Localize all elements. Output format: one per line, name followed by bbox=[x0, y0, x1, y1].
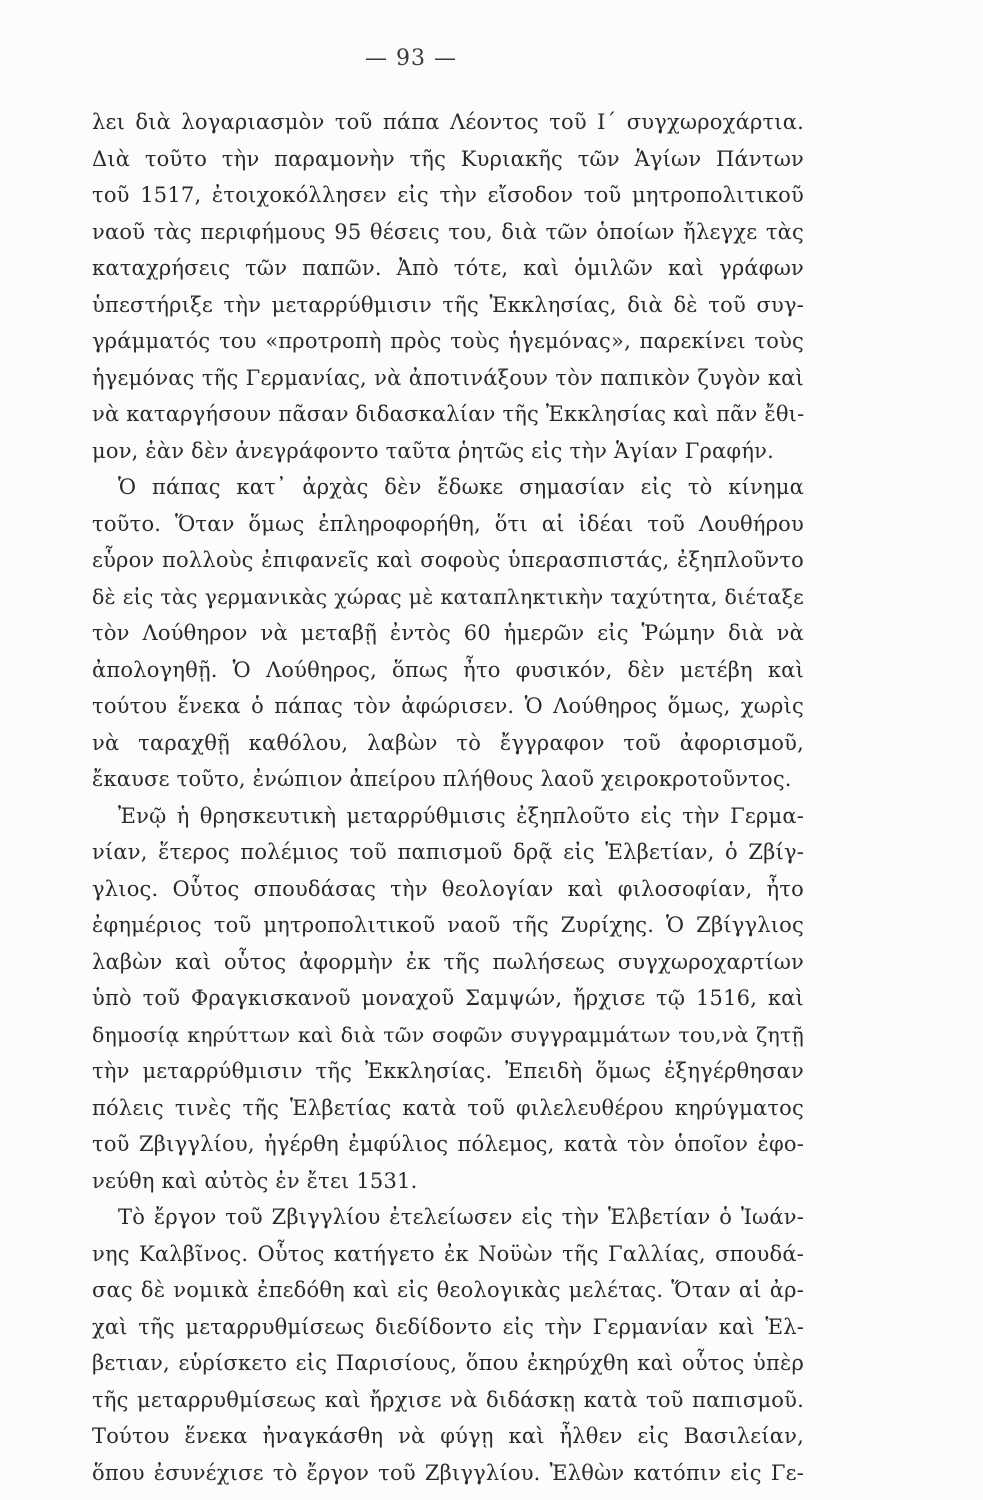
text-line: λει διὰ λογαριασμὸν τοῦ πάπα Λέοντος τοῦ Ι΄ συγχωροχάρτια. bbox=[92, 110, 804, 134]
text-line: καταχρήσεις τῶν παπῶν. Ἀπὸ τότε, καὶ ὁμιλῶν καὶ γράφων bbox=[92, 256, 804, 280]
text-line: νὰ καταργήσουν πᾶσαν διδασκαλίαν τῆς Ἐκκλησίας καὶ πᾶν ἔθι- bbox=[92, 402, 805, 426]
text-line: δημοσίᾳ κηρύττων καὶ διὰ τῶν σοφῶν συγγραμμάτων του,νὰ ζητῇ bbox=[92, 1022, 804, 1047]
text-line: ἀπολογηθῇ. Ὁ Λούθηρος, ὅπως ἦτο φυσικόν, δὲν μετέβη καὶ bbox=[92, 657, 804, 682]
text-line: δὲ εἰς τὰς γερμανικὰς χώρας μὲ καταπληκτικὴν ταχύτητα, διέταξε bbox=[92, 584, 804, 609]
text-line: νης Καλβῖνος. Οὗτος κατήγετο ἐκ Νοϋὼν τῆς Γαλλίας, σπουδά- bbox=[92, 1241, 804, 1266]
text-line: τὸν Λούθηρον νὰ μεταβῇ ἐντὸς 60 ἡμερῶν εἰς Ῥώμην διὰ νὰ bbox=[92, 621, 804, 645]
text-line: ναοῦ τὰς περιφήμους 95 θέσεις του, διὰ τῶν ὁποίων ἤλεγχε τὰς bbox=[92, 219, 804, 244]
text-line: εὗρον πολλοὺς ἐπιφανεῖς καὶ σοφοὺς ὑπερασπιστάς, ἐξηπλοῦντο bbox=[92, 548, 804, 572]
text-line: γλιος. Οὗτος σπουδάσας τὴν θεολογίαν καὶ φιλοσοφίαν, ἦτο bbox=[92, 876, 804, 901]
body-text bbox=[92, 104, 804, 1491]
text-line: σας δὲ νομικὰ ἐπεδόθη καὶ εἰς θεολογικὰς μελέτας. Ὅταν αἱ ἀρ- bbox=[92, 1278, 804, 1302]
text-line: ἡγεμόνας τῆς Γερμανίας, νὰ ἀποτινάξουν τὸν παπικὸν ζυγὸν καὶ bbox=[92, 365, 804, 390]
text-line: χαὶ τῆς μεταρρυθμίσεως διεδίδοντο εἰς τὴν Γερμανίαν καὶ Ἑλ- bbox=[92, 1314, 804, 1339]
page-number: — 93 — bbox=[365, 46, 457, 71]
text-line: τὴν μεταρρύθμισιν τῆς Ἐκκλησίας. Ἐπειδὴ ὅμως ἐξηγέρθησαν bbox=[92, 1059, 804, 1083]
text-line: πόλεις τινὲς τῆς Ἑλβετίας κατὰ τοῦ φιλελευθέρου κηρύγματος bbox=[92, 1095, 804, 1120]
text-line: τούτου ἕνεκα ὁ πάπας τὸν ἀφώρισεν. Ὁ Λούθηρος ὅμως, χωρὶς bbox=[92, 694, 804, 718]
text-line: ὑπεστήριξε τὴν μεταρρύθμισιν τῆς Ἐκκλησίας, διὰ δὲ τοῦ συγ- bbox=[92, 292, 804, 317]
text-line: Τὸ ἔργον τοῦ Ζβιγγλίου ἐτελείωσεν εἰς τὴν Ἑλβετίαν ὁ Ἰωάν- bbox=[118, 1205, 804, 1229]
text-line: ὑπὸ τοῦ Φραγκισκανοῦ μοναχοῦ Σαμψών, ἤρχισε τῷ 1516, καὶ bbox=[92, 986, 804, 1010]
text-line: λαβὼν καὶ οὗτος ἀφορμὴν ἐκ τῆς πωλήσεως συγχωροχαρτίων bbox=[92, 949, 804, 974]
text-line: ἐφημέριος τοῦ μητροπολιτικοῦ ναοῦ τῆς Ζυρίχης. Ὁ Ζβίγγλιος bbox=[92, 913, 804, 937]
text-line: μον, ἐὰν δὲν ἀνεγράφοντο ταῦτα ῥητῶς εἰς τὴν Ἁγίαν Γραφήν. bbox=[92, 438, 774, 463]
text-line: Τούτου ἕνεκα ἠναγκάσθη νὰ φύγῃ καὶ ἦλθεν εἰς Βασιλείαν, bbox=[92, 1424, 804, 1448]
text-line: ὅπου ἐσυνέχισε τὸ ἔργον τοῦ Ζβιγγλίου. Ἐλθὼν κατόπιν εἰς Γε- bbox=[92, 1460, 804, 1485]
text-line: νεύθη καὶ αὐτὸς ἐν ἔτει 1531. bbox=[92, 1168, 418, 1193]
text-line: ἔκαυσε τοῦτο, ἐνώπιον ἀπείρου πλήθους λαοῦ χειροκροτοῦντος. bbox=[92, 767, 792, 791]
text-line: Ὁ πάπας κατ᾿ ἀρχὰς δὲν ἔδωκε σημασίαν εἰς τὸ κίνημα bbox=[118, 475, 804, 499]
text-line: Διὰ τοῦτο τὴν παραμονὴν τῆς Κυριακῆς τῶν Ἁγίων Πάντων bbox=[92, 146, 804, 171]
text-line: Ἐνῷ ἡ θρησκευτικὴ μεταρρύθμισις ἐξηπλοῦτο εἰς τὴν Γερμα- bbox=[118, 803, 804, 828]
text-line: τῆς μεταρρυθμίσεως καὶ ἤρχισε νὰ διδάσκῃ κατὰ τοῦ παπισμοῦ. bbox=[92, 1387, 804, 1412]
text-line: γράμματός του «προτροπὴ πρὸς τοὺς ἡγεμόνας», παρεκίνει τοὺς bbox=[92, 329, 804, 353]
text-line: τοῦ Ζβιγγλίου, ἠγέρθη ἐμφύλιος πόλεμος, κατὰ τὸν ὁποῖον ἐφο- bbox=[92, 1132, 804, 1156]
text-line: τοῦτο. Ὅταν ὅμως ἐπληροφορήθη, ὅτι αἱ ἰδέαι τοῦ Λουθήρου bbox=[92, 511, 804, 536]
text-line: τοῦ 1517, ἐτοιχοκόλλησεν εἰς τὴν εἴσοδον τοῦ μητροπολιτικοῦ bbox=[92, 183, 804, 207]
text-line: νίαν, ἕτερος πολέμιος τοῦ παπισμοῦ δρᾷ εἰς Ἑλβετίαν, ὁ Ζβίγ- bbox=[92, 840, 804, 864]
text-line: βετιαν, εὑρίσκετο εἰς Παρισίους, ὅπου ἐκηρύχθη καὶ οὗτος ὑπὲρ bbox=[92, 1351, 804, 1375]
text-line: νὰ ταραχθῇ καθόλου, λαβὼν τὸ ἔγγραφον τοῦ ἀφορισμοῦ, bbox=[92, 730, 804, 755]
